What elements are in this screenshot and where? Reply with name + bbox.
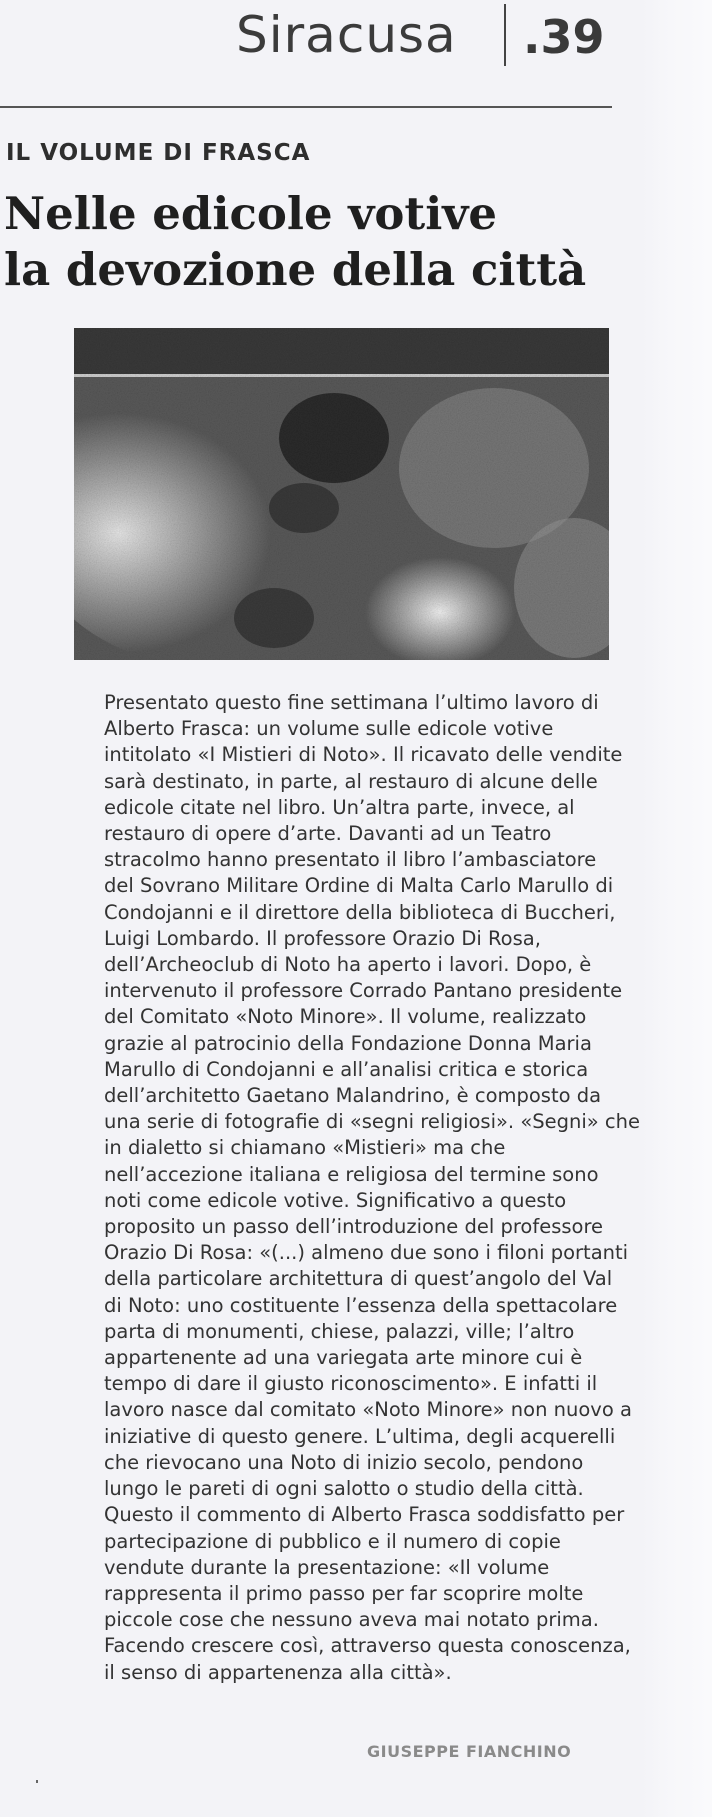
- body-line: di Noto: uno costituente l’essenza della spettacolare: [104, 1293, 618, 1317]
- body-line: proposito un passo dell’introduzione del professore: [104, 1215, 604, 1239]
- body-line: parta di monumenti, chiese, palazzi, ville; l’altro: [104, 1319, 575, 1343]
- body-line: grazie al patrocinio della Fondazione Donna Maria: [104, 1031, 592, 1055]
- headline-line: la devozione della città: [4, 243, 587, 296]
- body-line: Luigi Lombardo. Il professore Orazio Di Rosa,: [104, 926, 541, 950]
- header-divider: [504, 4, 506, 66]
- body-line: Questo il commento di Alberto Frasca soddisfatto per: [104, 1503, 625, 1527]
- body-line: il senso di appartenenza alla città».: [104, 1660, 452, 1684]
- body-line: edicole citate nel libro. Un’altra parte, invece, al: [104, 795, 575, 819]
- article-kicker: IL VOLUME DI FRASCA: [6, 140, 311, 166]
- body-line: del Comitato «Noto Minore». Il volume, realizzato: [104, 1005, 587, 1029]
- body-line: che rievocano una Noto di inizio secolo, pendono: [104, 1450, 584, 1474]
- body-line: noti come edicole votive. Significativo a questo: [104, 1188, 567, 1212]
- body-line: del Sovrano Militare Ordine di Malta Carlo Marullo di: [104, 874, 614, 898]
- body-line: intervenuto il professore Corrado Pantano presidente: [104, 979, 623, 1003]
- body-line: nell’accezione italiana e religiosa del termine sono: [104, 1162, 599, 1186]
- page-number: .39: [523, 10, 605, 64]
- body-line: una serie di fotografie di «segni religiosi». «Segni» che: [104, 1110, 640, 1134]
- article-body: [104, 690, 640, 1686]
- header-rule: [0, 106, 612, 108]
- body-line: appartenente ad una variegata arte minore cui è: [104, 1346, 583, 1370]
- body-line: Presentato questo fine settimana l’ultimo lavoro di: [104, 691, 599, 714]
- headline-line: Nelle edicole votive: [4, 187, 498, 240]
- body-line: dell’Archeoclub di Noto ha aperto i lavori. Dopo, è: [104, 953, 592, 977]
- body-line: iniziative di questo genere. L’ultima, degli acquerelli: [104, 1424, 616, 1448]
- body-line: restauro di opere d’arte. Davanti ad un Teatro: [104, 822, 552, 846]
- body-line: della particolare architettura di quest’angolo del Val: [104, 1267, 613, 1291]
- article-headline: [4, 186, 624, 298]
- body-line: vendute durante la presentazione: «Il volume: [104, 1555, 550, 1579]
- scan-edge: [642, 0, 712, 1817]
- article-photo: [74, 328, 609, 660]
- body-line: Condojanni e il direttore della biblioteca di Buccheri,: [104, 900, 616, 924]
- body-line: Alberto Frasca: un volume sulle edicole votive: [104, 717, 554, 741]
- body-line: piccole cose che nessuno aveva mai notato prima.: [104, 1608, 599, 1632]
- body-line: stracolmo hanno presentato il libro l’ambasciatore: [104, 848, 597, 872]
- scan-speck: [36, 1780, 38, 1783]
- body-line: lungo le pareti di ogni salotto o studio della città.: [104, 1477, 584, 1501]
- body-line: tempo di dare il giusto riconoscimento». E infatti il: [104, 1372, 598, 1396]
- body-line: partecipazione di pubblico e il numero di copie: [104, 1529, 561, 1553]
- section-name: Siracusa: [236, 6, 457, 64]
- body-line: intitolato «I Mistieri di Noto». Il ricavato delle vendite: [104, 743, 623, 767]
- body-line: dell’architetto Gaetano Malandrino, è composto da: [104, 1084, 602, 1108]
- body-line: lavoro nasce dal comitato «Noto Minore» non nuovo a: [104, 1398, 632, 1422]
- body-line: in dialetto si chiamano «Mistieri» ma che: [104, 1136, 506, 1160]
- body-line: rappresenta il primo passo per far scoprire molte: [104, 1581, 584, 1605]
- article-byline: GIUSEPPE FIANCHINO: [367, 1742, 572, 1761]
- body-line: Marullo di Condojanni e all’analisi critica e storica: [104, 1057, 589, 1081]
- body-line: sarà destinato, in parte, al restauro di alcune delle: [104, 769, 598, 793]
- body-line: Orazio Di Rosa: «(...) almeno due sono i filoni portanti: [104, 1241, 629, 1265]
- body-line: Facendo crescere così, attraverso questa conoscenza,: [104, 1634, 631, 1658]
